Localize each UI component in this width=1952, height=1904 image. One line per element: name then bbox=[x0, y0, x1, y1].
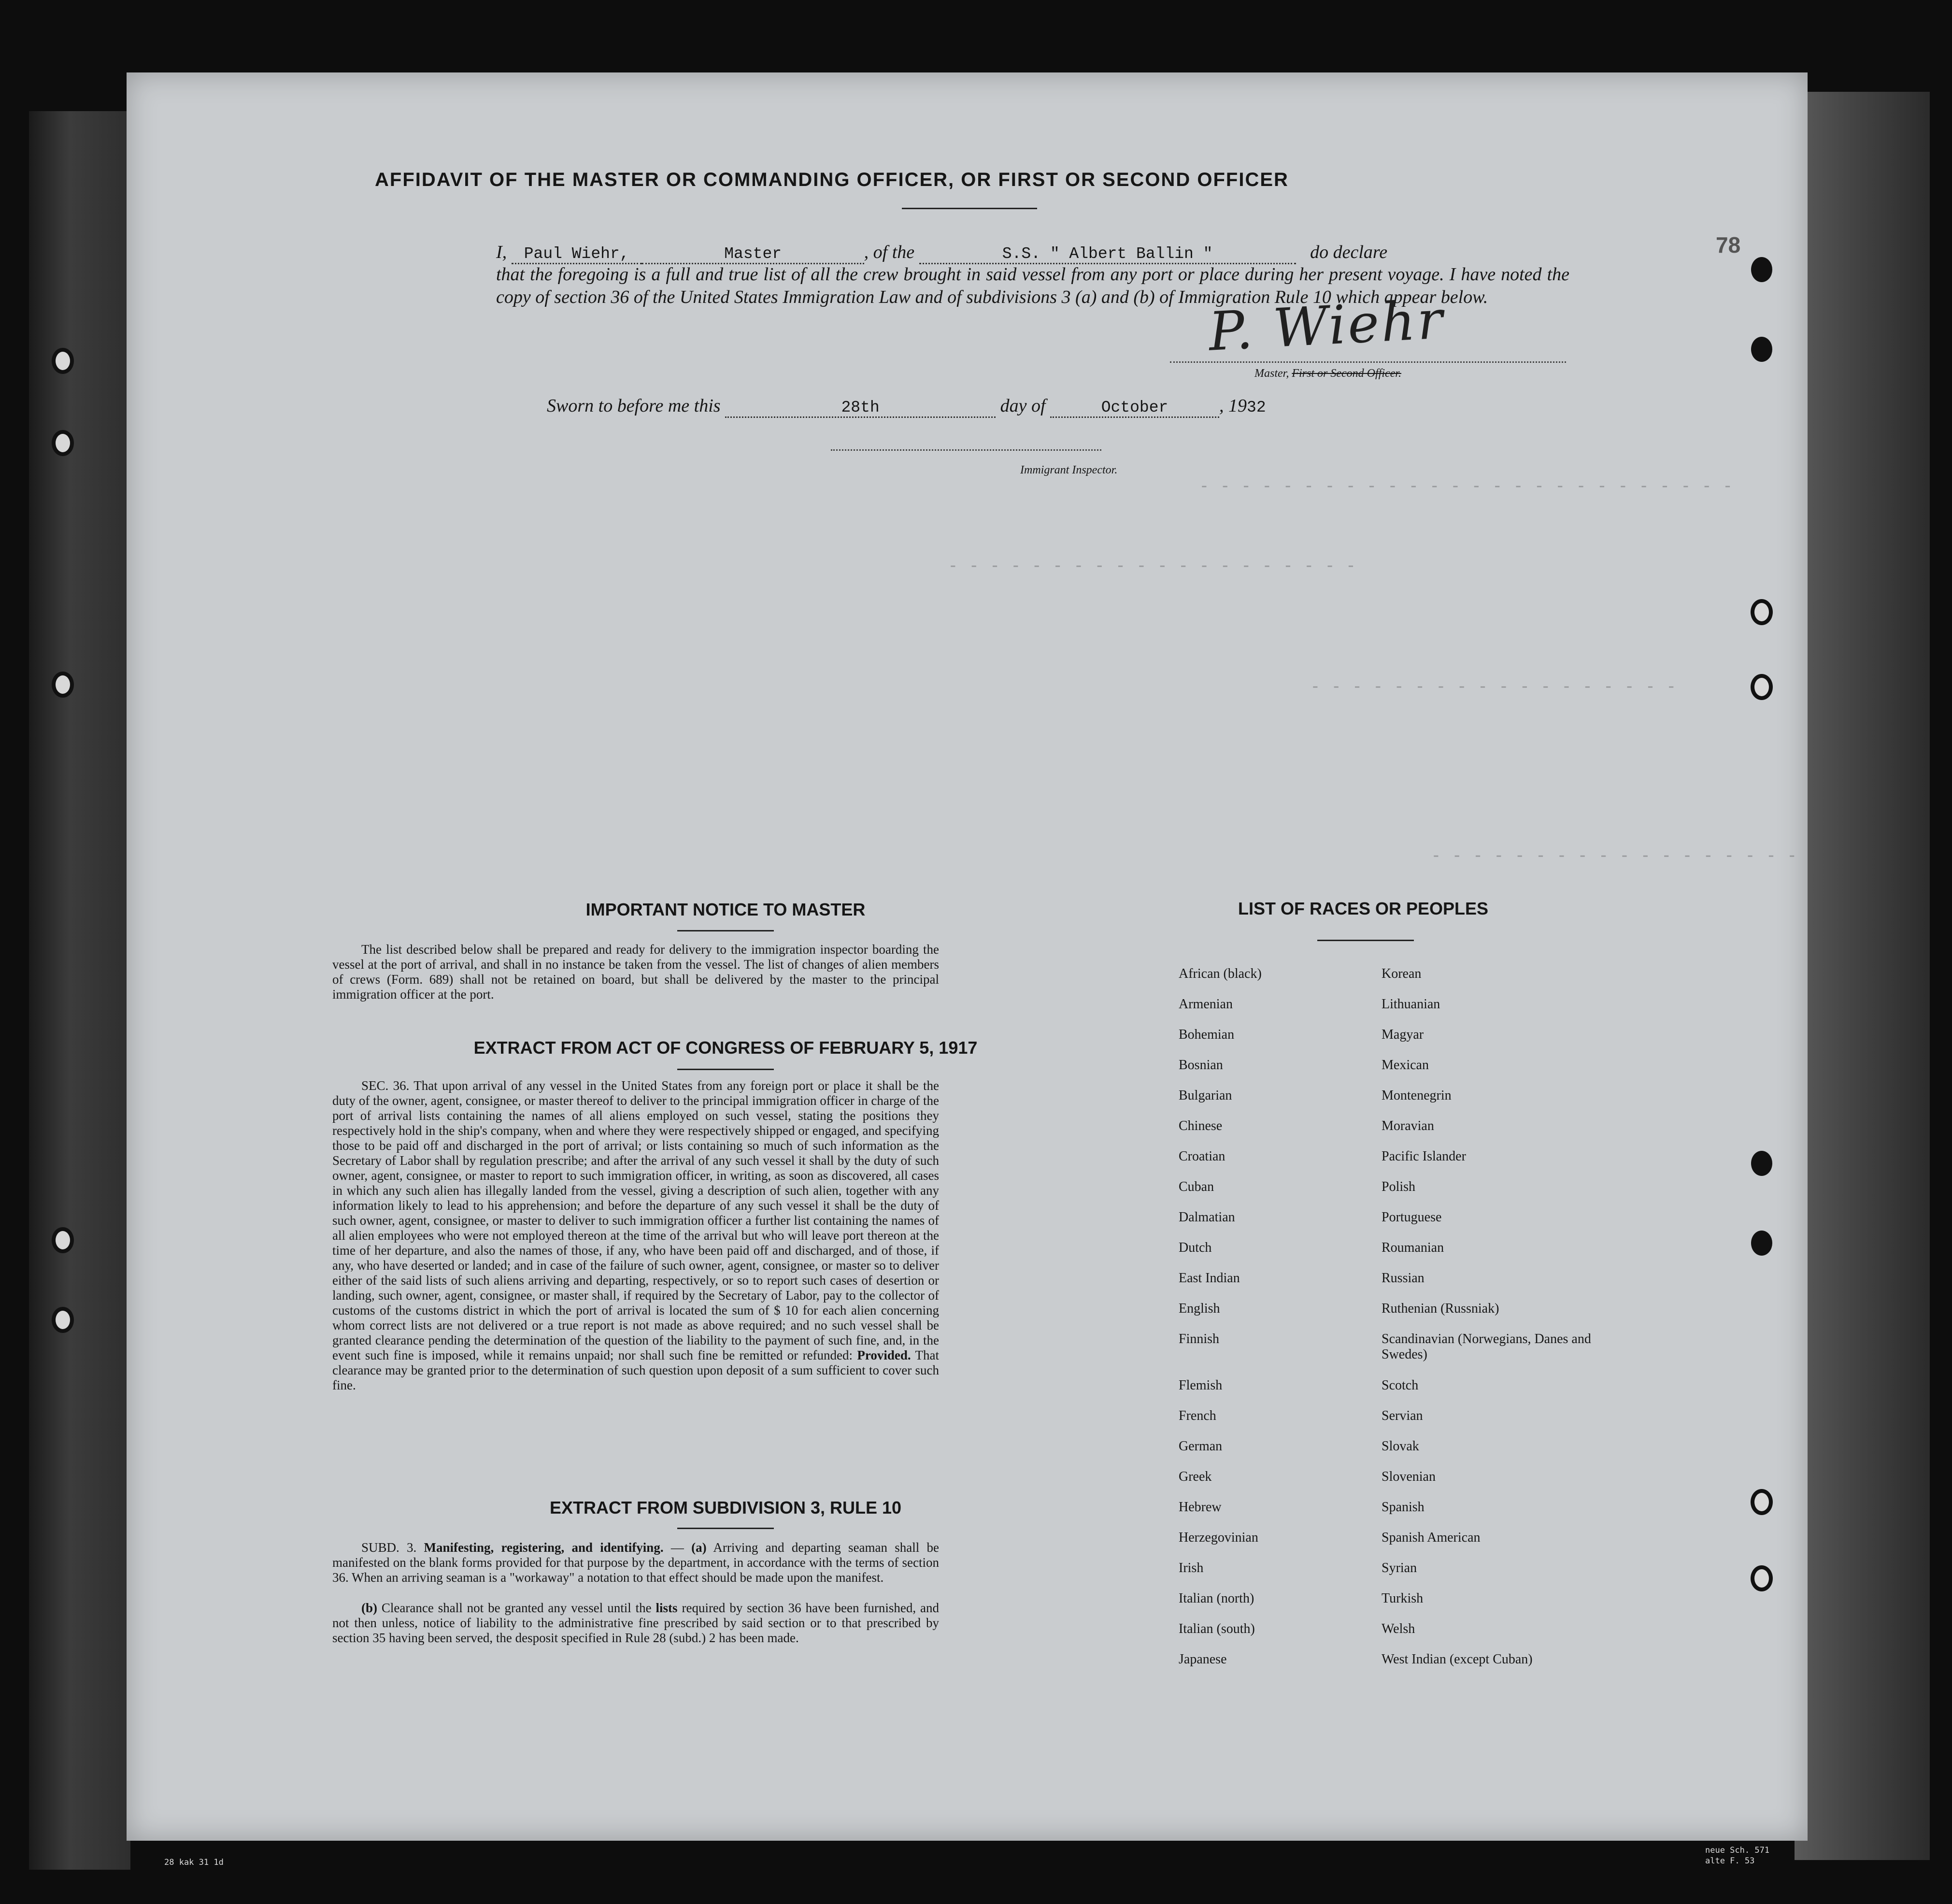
race-item: Moravian bbox=[1382, 1118, 1434, 1133]
signer-title-struck: First or Second Officer. bbox=[1292, 367, 1401, 380]
subd-a-text: Arriving and departing seaman shall be manifested on the blank forms provided for that purpose by the department, in accordance with the terms of section 36. When an arriving seaman is a "workaway" a notation to that effect should be made upon the manifest. bbox=[332, 1540, 940, 1585]
race-item: Greek bbox=[1179, 1469, 1212, 1484]
sworn-day-field: 28th bbox=[725, 399, 996, 418]
master-signature: P. Wiehr bbox=[1207, 288, 1446, 363]
signer-title bbox=[1254, 367, 1401, 380]
race-item: Herzegovinian bbox=[1179, 1530, 1258, 1545]
form-code-right-2: alte F. 53 bbox=[1705, 1856, 1755, 1866]
document-page bbox=[127, 72, 1808, 1841]
binder-hole bbox=[1751, 257, 1772, 282]
scan-background-left bbox=[29, 111, 130, 1870]
race-item: East Indian bbox=[1179, 1271, 1240, 1286]
binder-hole bbox=[52, 430, 74, 456]
scan-background-right bbox=[1795, 92, 1930, 1860]
act-extract-heading: EXTRACT FROM ACT OF CONGRESS OF FEBRUARY 5, 1917 bbox=[473, 1038, 978, 1058]
race-item: Irish bbox=[1179, 1560, 1204, 1575]
rule-extract-heading: EXTRACT FROM SUBDIVISION 3, RULE 10 bbox=[549, 1498, 902, 1517]
act-provided-label: Provided. bbox=[857, 1348, 911, 1362]
race-item: Syrian bbox=[1382, 1560, 1417, 1575]
race-item: Italian (south) bbox=[1179, 1621, 1255, 1636]
page-number: 78 bbox=[1716, 232, 1741, 258]
rule-subd-a: SUBD. 3. Manifesting, registering, and identifying. — (a) Arriving and departing seaman shall be manifested on the blank forms provided for that purpose by the department, in accordance with the terms of section 36. When an arriving seaman is a "workaway" a notation to that effect should be made upon the manifest. bbox=[332, 1540, 940, 1585]
race-item: Hebrew bbox=[1179, 1500, 1222, 1515]
race-item: Bulgarian bbox=[1179, 1088, 1232, 1103]
bleed-through-text: - - - - - - - - - - - - - - - - - - - - bbox=[948, 556, 1356, 575]
race-item: Dutch bbox=[1179, 1240, 1212, 1255]
notice-heading: IMPORTANT NOTICE TO MASTER bbox=[585, 900, 866, 919]
race-item: West Indian (except Cuban) bbox=[1382, 1652, 1533, 1667]
race-item: Turkish bbox=[1382, 1591, 1424, 1606]
form-code-left: 28 kak 31 1d bbox=[164, 1858, 224, 1867]
affidavit-declaration: that the foregoing is a full and true list of all the crew brought in said vessel from any port or place during her present voyage. I have noted the copy of section 36 of the United States Immigration Law and of subdivisions 3 (a) and (b) of Immigration Rule 10 which appear below. bbox=[496, 264, 1569, 307]
race-item: Armenian bbox=[1179, 997, 1233, 1012]
master-name-field: Paul Wiehr, bbox=[512, 245, 642, 264]
vessel-name-field: S.S. " Albert Ballin " bbox=[919, 245, 1296, 264]
race-item: Japanese bbox=[1179, 1652, 1227, 1667]
race-item: Croatian bbox=[1179, 1149, 1225, 1164]
race-item: Montenegrin bbox=[1382, 1088, 1452, 1103]
binder-hole bbox=[52, 348, 74, 374]
race-item: Spanish American bbox=[1382, 1530, 1481, 1545]
notice-underline bbox=[677, 930, 774, 931]
race-item: Slovak bbox=[1382, 1439, 1419, 1454]
race-item: African (black) bbox=[1179, 966, 1262, 981]
subd-b-text-end: required by section 36 have been furnished, and not then unless, notice of liability to the administrative fine prescribed by said section or to that prescribed by section 35 having been served, the desposit specified in Rule 28 (subd.) 2 has been made. bbox=[332, 1601, 939, 1645]
race-item: Lithuanian bbox=[1382, 997, 1440, 1012]
race-item: English bbox=[1179, 1301, 1220, 1316]
day-of-label: day of bbox=[1000, 396, 1046, 416]
race-item: French bbox=[1179, 1408, 1216, 1423]
race-item: Roumanian bbox=[1382, 1240, 1444, 1255]
binder-hole bbox=[1751, 1151, 1772, 1176]
i-label: I, bbox=[496, 242, 507, 262]
subd-b-text: Clearance shall not be granted any vessel until the bbox=[381, 1601, 652, 1615]
of-the-label: , of the bbox=[864, 242, 915, 262]
binder-hole bbox=[1751, 674, 1773, 700]
race-item: Italian (north) bbox=[1179, 1591, 1254, 1606]
race-item: Flemish bbox=[1179, 1378, 1223, 1393]
race-item: Portuguese bbox=[1382, 1210, 1442, 1225]
rank-field: Master bbox=[642, 245, 864, 264]
title-underline bbox=[902, 208, 1037, 209]
races-underline bbox=[1317, 940, 1414, 941]
form-code-right-1: neue Sch. 571 bbox=[1705, 1846, 1770, 1855]
race-item: Finnish bbox=[1179, 1331, 1220, 1346]
race-item: Bohemian bbox=[1179, 1027, 1235, 1042]
signer-title-master: Master, bbox=[1254, 367, 1289, 380]
binder-hole bbox=[1751, 599, 1773, 625]
affidavit-title: AFFIDAVIT OF THE MASTER OR COMMANDING OFFICER, OR FIRST OR SECOND OFFICER bbox=[375, 169, 1289, 190]
rule-extract-underline bbox=[677, 1528, 774, 1529]
subd-b-label: (b) bbox=[361, 1601, 377, 1615]
rule-subd-b bbox=[332, 1601, 939, 1646]
race-item: Dalmatian bbox=[1179, 1210, 1235, 1225]
race-item: Spanish bbox=[1382, 1500, 1425, 1515]
binder-hole bbox=[52, 672, 74, 698]
binder-hole bbox=[1751, 1565, 1773, 1591]
inspector-label: Immigrant Inspector. bbox=[1020, 464, 1118, 476]
binder-hole bbox=[1751, 1231, 1772, 1256]
act-extract-text bbox=[332, 1078, 939, 1393]
affidavit-name-line bbox=[496, 242, 1387, 264]
binder-hole bbox=[52, 1227, 74, 1253]
race-item: Russian bbox=[1382, 1271, 1425, 1286]
race-item: Polish bbox=[1382, 1179, 1416, 1194]
inspector-signature-line bbox=[831, 449, 1101, 451]
sworn-year-field: 32 bbox=[1247, 399, 1266, 416]
race-item: Welsh bbox=[1382, 1621, 1415, 1636]
race-item: Chinese bbox=[1179, 1118, 1223, 1133]
notice-text: The list described below shall be prepared and ready for delivery to the immigration inspector boarding the vessel at the port of arrival, and shall in no instance be taken from the vessel. The list of changes of alien members of crews (Form. 689) shall not be retained on board, but shall be delivered by the master to the principal immigration officer at the port. bbox=[332, 942, 939, 1002]
race-item: Pacific Islander bbox=[1382, 1149, 1466, 1164]
subd-b-lists: lists bbox=[655, 1601, 678, 1615]
sworn-label: Sworn to before me this bbox=[547, 396, 721, 416]
binder-hole bbox=[52, 1307, 74, 1333]
race-item: Mexican bbox=[1382, 1058, 1429, 1073]
binder-hole bbox=[1751, 337, 1772, 362]
race-item: Korean bbox=[1382, 966, 1422, 981]
race-item: Bosnian bbox=[1179, 1058, 1223, 1073]
subd-prefix: SUBD. 3. bbox=[361, 1540, 417, 1555]
race-item: Ruthenian (Russniak) bbox=[1382, 1301, 1499, 1316]
do-declare-label: do declare bbox=[1310, 242, 1388, 262]
race-item: Scotch bbox=[1382, 1378, 1419, 1393]
race-item: German bbox=[1179, 1439, 1223, 1454]
race-item: Scandinavian (Norwegians, Danes and Swedes) bbox=[1382, 1331, 1591, 1362]
race-item: Slovenian bbox=[1382, 1469, 1436, 1484]
sworn-month-field: October bbox=[1050, 399, 1219, 418]
races-heading: LIST OF RACES OR PEOPLES bbox=[1238, 899, 1489, 918]
race-item: Magyar bbox=[1382, 1027, 1424, 1042]
bleed-through-text: - - - - - - - - - - - - - - - - - - bbox=[1431, 845, 1797, 865]
subd-title: Manifesting, registering, and identifying. bbox=[424, 1540, 664, 1555]
race-item: Cuban bbox=[1179, 1179, 1214, 1194]
act-sec36-text-end: That clearance may be granted prior to the determination of such question upon deposit of a sum sufficient to cover such fine. bbox=[332, 1348, 940, 1392]
race-item: Servian bbox=[1382, 1408, 1423, 1423]
bleed-through-text: - - - - - - - - - - - - - - - - - - bbox=[1310, 676, 1677, 696]
year-prefix-label: , 19 bbox=[1219, 396, 1247, 416]
sworn-line bbox=[547, 395, 1266, 418]
binder-hole bbox=[1751, 1489, 1773, 1515]
subd-a-label: (a) bbox=[691, 1540, 707, 1555]
bleed-through-text: - - - - - - - - - - - - - - - - - - - - - - - - - - bbox=[1199, 476, 1733, 496]
act-extract-underline bbox=[677, 1069, 774, 1070]
signature-line bbox=[1170, 361, 1566, 363]
act-sec36-text: SEC. 36. That upon arrival of any vessel in the United States from any foreign port or place it shall be the duty of the owner, agent, consignee, or master thereof to deliver to the principal immigration officer in charge of the port of arrival lists containing the names of all aliens employed on such vessel, stating the positions they respectively hold in the ship's company, when and where they were respectively shipped or engaged, and specifying those to be paid off and discharged in the port of arrival; or lists containing so much of such information as the Secretary of Labor shall by regulation prescribe; and after the arrival of any such vessel it shall by the duty of such owner, agent, consignee, or master to report to such immigration officer, in writing, as soon as discovered, all cases in which any such alien has illegally landed from the vessel, giving a description of such alien, together with any information likely to lead to his apprehension; and before the departure of any such vessel it shall be the duty of such owner, agent, consignee, or master to deliver to such immigration officer a further list containing the names of all alien employees who were not employed thereon at the time of the arrival but who will leave port thereon at the time of her departure, and also the names of those, if any, who have been paid off and discharged, and of those, if any, who have deserted or landed; and in case of the failure of such owner, agent, consignee, or master so to deliver either of the said lists of such aliens arriving and departing, respectively, or so to report such cases of desertion or landing, such owner, agent, consignee, or master shall, if required by the Secretary of Labor, pay to the collector of customs of the customs district in which the port of arrival is located the sum of $ 10 for each alien concerning whom correct lists are not delivered or a true report is not made as above required; and no such vessel shall be granted clearance pending the determination of the question of the liability to the payment of such fine, and, in the event such fine is imposed, while it remains unpaid; nor shall such fine be remitted or refunded: bbox=[332, 1078, 939, 1362]
